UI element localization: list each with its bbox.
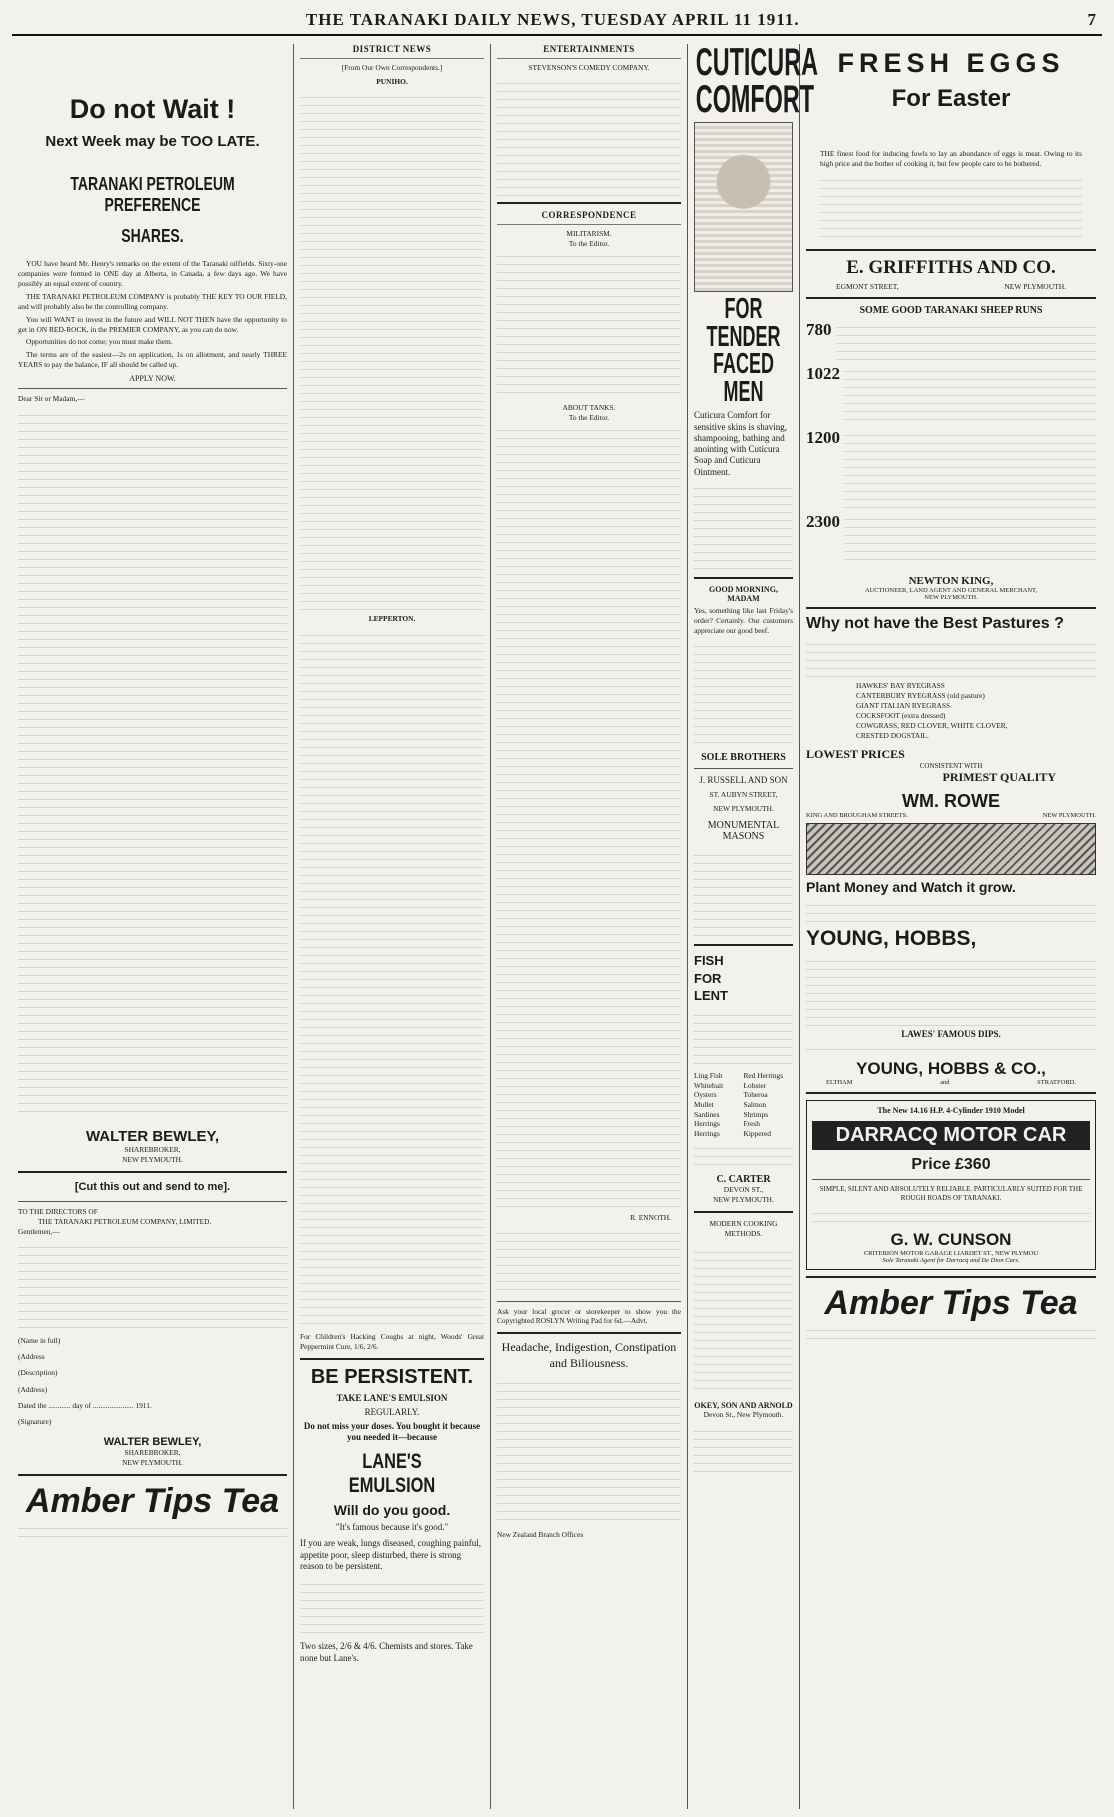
darracq-ad (806, 1100, 1096, 1270)
lanes-body-more (300, 1577, 484, 1637)
russell-place: NEW PLYMOUTH. (713, 804, 774, 814)
cuticura-more-text (694, 481, 793, 571)
grass-list (806, 681, 1096, 741)
carter-street: DEVON ST., (723, 1185, 764, 1195)
headline-do-not-wait: Do not Wait ! (69, 94, 236, 124)
form-company: THE TARANAKI PETROLEUM COMPANY, LIMITED. (38, 1216, 212, 1226)
fish-item: Mullet (694, 1099, 714, 1109)
rowe-address (806, 812, 1096, 819)
cuticura-heading: CUTICURA (695, 41, 818, 84)
petroleum-intro (18, 259, 287, 370)
fish-item: Red Herrings (743, 1071, 784, 1081)
lawes-text (806, 1042, 1096, 1056)
form-field-address-2[interactable]: (Address) (18, 1384, 48, 1394)
to-editor-2: To the Editor. (568, 412, 610, 422)
correspondent-credit: [From Our Own Correspondents.] (341, 63, 443, 72)
to-editor: To the Editor. (568, 238, 610, 248)
eltham: ELTHAM (826, 1078, 853, 1086)
newton-king-sub: AUCTIONEER, LAND AGENT AND GENERAL MERCHANT, (864, 586, 1038, 594)
lanes-body: If you are weak, lungs diseased, coughing painful, appetite poor, sleep disturbed, there is strong reason to be persistent. (300, 1537, 481, 1572)
section-entertainments: ENTERTAINMENTS (497, 44, 681, 59)
darracq-body: SIMPLE, SILENT AND ABSOLUTELY RELIABLE. PARTICULARLY SUITED FOR THE ROUGH ROADS OF TARANAKI. (819, 1184, 1083, 1202)
young-hobbs: YOUNG, HOBBS, (806, 926, 977, 950)
rowe-place: NEW PLYMOUTH. (1042, 811, 1096, 819)
darracq-more (812, 1206, 1090, 1226)
lowest-prices: LOWEST PRICES (806, 746, 905, 761)
take-lanes: TAKE LANE'S EMULSION (336, 1392, 448, 1403)
intro-paragraph: YOU have heard Mr. Henry's remarks on the extent of the Taranaki oilfields. Sixty-one companies were formed in ONE day at Alberta, in Canada, a few days ago. We have possibly an equal extent of country. (18, 259, 287, 288)
form-to: TO THE DIRECTORS OF (18, 1206, 98, 1216)
signer2-place: NEW PLYMOUTH. (122, 1458, 183, 1468)
run-1-text (836, 320, 1097, 360)
coughs-ad: For Children's Hacking Coughs at night, Woods' Great Peppermint Cure, 1/6, 2/6. (300, 1331, 484, 1351)
eggs-more-text (820, 173, 1082, 243)
grass-item: COCKSFOOT (extra dressed) (856, 710, 946, 720)
primest-quality: PRIMEST QUALITY (942, 769, 1056, 784)
griffiths-address (806, 282, 1096, 291)
okey-son-arnold: OKEY, SON AND ARNOLD (694, 1401, 793, 1411)
run-1 (806, 320, 1096, 360)
heading-puniho: PUNIHO. (376, 76, 408, 86)
headache-ad-title: Headache, Indigestion, Constipation and Biliousness. (501, 1340, 677, 1370)
darracq-motor-car: DARRACQ MOTOR CAR (812, 1121, 1090, 1150)
signer-title: SHAREBROKER, (124, 1145, 181, 1155)
grass-item: HAWKES' BAY RYEGRASS (856, 680, 945, 690)
stevensons-story-text (497, 76, 681, 196)
masthead-title: THE TARANAKI DAILY NEWS, TUESDAY APRIL 11 1911. (305, 10, 800, 29)
fish-item: Salmon (743, 1099, 767, 1109)
run-1-acres: 780 (806, 319, 832, 339)
newton-king-place: NEW PLYMOUTH. (924, 593, 978, 601)
new-plymouth: NEW PLYMOUTH. (1004, 281, 1066, 291)
form-field-signature[interactable]: (Signature) (18, 1417, 52, 1427)
run-2-acres: 1022 (806, 363, 840, 383)
grass-item: COWGRASS, RED CLOVER, WHITE CLOVER, (856, 720, 1008, 730)
fish-item: Toheroa (743, 1090, 768, 1100)
amber-fineprint-2 (806, 1323, 1096, 1339)
form-body-text (18, 1240, 287, 1330)
fish-item: Herrings (694, 1128, 720, 1138)
column-entertainments (491, 44, 688, 1809)
grass-item: CRESTED DOGSTAIL. (856, 730, 929, 740)
stratford: STRATFORD. (1037, 1078, 1076, 1086)
heading-lepperton: LEPPERTON. (368, 613, 416, 623)
tanks-letter (497, 423, 681, 1213)
lanes-emulsion: LANE'S EMULSION (348, 1449, 436, 1497)
apply-now: APPLY NOW. (129, 374, 176, 384)
fish-list (694, 1071, 793, 1138)
plant-text (806, 898, 1096, 924)
lawes-dips: LAWES' FAMOUS DIPS. (901, 1028, 1001, 1039)
run-4 (806, 512, 1096, 567)
money-plant-illustration (806, 823, 1096, 875)
form-gentlemen: Gentlemen,— (18, 1226, 60, 1236)
headline-petroleum: TARANAKI PETROLEUM PREFERENCE (70, 174, 235, 215)
heading-stevensons: STEVENSON'S COMEDY COMPANY. (528, 63, 650, 72)
amber-tips-tea-ad-2: Amber Tips Tea (824, 1283, 1078, 1322)
consistent-with: CONSISTENT WITH (919, 761, 983, 770)
fish-text (694, 1008, 793, 1068)
intro-paragraph: The terms are of the easiest—2s on application, 1s on allotment, and nearly THREE YEARS to pay the balance, IF all should be called up. (18, 350, 287, 370)
letter-signature: R. ENNOTH. (630, 1212, 671, 1222)
young-hobbs-towns (806, 1079, 1096, 1086)
cuticura-portrait (694, 122, 793, 292)
morning-more-text (694, 639, 793, 749)
column-district-news (294, 44, 491, 1809)
roslyn-ad: Ask your local grocer or storekeeper to show you the Copyrighted ROSLYN Writing Pad for 6d.—Advt. (497, 1306, 681, 1326)
nz-branch: New Zealand Branch Offices (497, 1529, 584, 1539)
fish-word: FISH (694, 953, 724, 969)
form-field-date[interactable]: Dated the ............ day of ...................... 1911. (18, 1400, 152, 1410)
cuticura-body: Cuticura Comfort for sensitive skins is shaving, shampooing, bathing and anointing with Cuticura Soap and Cuticura Ointment. (694, 410, 788, 477)
young-hobbs-co: YOUNG, HOBBS & CO., (856, 1058, 1046, 1078)
for-word: FOR (694, 970, 722, 986)
grass-item: CANTERBURY RYEGRASS (old pasture) (856, 690, 985, 700)
salutation: Dear Sir or Madam,— (18, 394, 85, 404)
regularly: REGULARLY. (364, 1406, 420, 1417)
lanes-sizes: Two sizes, 2/6 & 4/6. Chemists and stores. Take none but Lane's. (300, 1641, 473, 1663)
fish-more (694, 1141, 793, 1171)
puniho-story-text (300, 90, 484, 610)
fish-item: Oysters (694, 1090, 717, 1100)
modern-cooking: MODERN COOKING METHODS. (709, 1219, 778, 1239)
run-3-text (844, 428, 1096, 508)
famous-slogan: "It's famous because it's good." (335, 1521, 449, 1532)
okey-more (694, 1424, 793, 1474)
page-number: 7 (1087, 10, 1096, 29)
eggs-body: THE finest food for inducing fowls to lay an abundance of eggs is meat. Owing to its high price and the bother of cooking it, but few people care to be bothered. (820, 149, 1082, 168)
intro-paragraph: THE TARANAKI PETROLEUM COMPANY is probably THE KEY TO OUR FIELD, and will probably also be the controlling company. (18, 291, 287, 311)
best-pastures: Why not have the Best Pastures ? (806, 614, 1064, 632)
run-2 (806, 364, 1096, 424)
lanes-intro: Do not miss your doses. You bought it because you needed it—because (303, 1420, 481, 1443)
amber-fineprint (18, 1521, 287, 1537)
run-3-acres: 1200 (806, 427, 840, 447)
c-carter: C. CARTER (716, 1174, 771, 1186)
run-4-text (844, 512, 1096, 567)
heading-about-tanks: ABOUT TANKS. (562, 402, 616, 412)
fresh-eggs: FRESH EGGS (837, 48, 1065, 78)
grass-item: GIANT ITALIAN RYEGRASS (856, 700, 951, 710)
faced-men: FACED MEN (713, 348, 774, 408)
amber-tips-tea-ad: Amber Tips Tea (25, 1482, 280, 1521)
new-model: The New 14.16 H.P. 4-Cylinder 1910 Model (877, 1105, 1025, 1115)
egmont-street: EGMONT STREET, (836, 281, 899, 291)
intro-paragraph: You will WANT to invest in the future and WILL NOT THEN have the opportunity to get in ON RED-ROCK, in the PREMIER COMPANY, as you can do now. (18, 314, 287, 334)
form-field-description[interactable]: (Description) (18, 1368, 58, 1378)
section-correspondence: CORRESPONDENCE (497, 210, 681, 225)
headline-shares: SHARES. (121, 226, 184, 246)
darracq-price: Price £360 (911, 1155, 991, 1173)
gw-cunson: G. W. CUNSON (890, 1229, 1012, 1249)
militarism-letter (497, 249, 681, 399)
sole-agent: Sole Taranaki Agent for Darracq and De Dion Cars. (882, 1256, 1020, 1264)
column-classifieds (800, 44, 1102, 1809)
masons-text (694, 848, 793, 938)
monumental-masons: MONUMENTAL MASONS (707, 820, 780, 843)
form-field-address[interactable]: (Address (18, 1352, 45, 1362)
signer-place: NEW PLYMOUTH. (122, 1155, 183, 1165)
frootoids-ad-text (497, 1376, 681, 1526)
fish-for-lent (694, 952, 793, 1005)
for-easter: For Easter (891, 85, 1011, 112)
column-small-ads (688, 41, 818, 1809)
headline-next-week: Next Week may be TOO LATE. (45, 133, 260, 150)
fish-item: Fresh (743, 1119, 760, 1129)
run-3 (806, 428, 1096, 508)
okey-street: Devon St., New Plymouth. (703, 1410, 784, 1420)
and-word: and (940, 1078, 950, 1086)
rowe-streets: KING AND BROUGHAM STREETS. (806, 811, 908, 819)
fish-item: Shrimps (743, 1109, 769, 1119)
fish-item: Kippered (743, 1128, 771, 1138)
carter-place: NEW PLYMOUTH. (713, 1195, 774, 1205)
plant-money: Plant Money and Watch it grow. (806, 878, 1016, 895)
masthead (12, 6, 1102, 36)
sole-brothers: SOLE BROTHERS (701, 751, 786, 763)
section-district-news: DISTRICT NEWS (300, 44, 484, 59)
fish-item: Sardines (694, 1109, 720, 1119)
russell-and-son: J. RUSSELL AND SON (699, 774, 788, 785)
be-persistent: BE PERSISTENT. (310, 1365, 474, 1388)
tanks-note (497, 1226, 681, 1296)
form-field-name[interactable]: (Name in full) (18, 1335, 61, 1345)
criterion-garage: CRITERION MOTOR GARAGE LIARDET ST., NEW PLYMOU (863, 1249, 1039, 1257)
lepperton-story-text (300, 628, 484, 1328)
signer-name: WALTER BEWLEY, (85, 1128, 220, 1146)
intro-paragraph: Opportunities do not come; you must make them. (26, 337, 173, 347)
letter-body-text (18, 408, 287, 1118)
cuticura-comfort: COMFORT (695, 78, 815, 122)
griffiths-and-co: E. GRIFFITHS AND CO. (846, 256, 1056, 278)
fish-item: Whitebait (694, 1080, 724, 1090)
form-fields (18, 1333, 287, 1431)
run-4-acres: 2300 (806, 511, 840, 531)
cooking-text (694, 1245, 793, 1395)
pastures-text (806, 637, 1096, 677)
fish-item: Lobster (743, 1080, 767, 1090)
newton-king: NEWTON KING, (908, 574, 994, 587)
fish-item: Ling Fish (694, 1071, 723, 1081)
for-tender: FOR TENDER (706, 293, 781, 353)
cutout-notice: [Cut this out and send to me]. (74, 1180, 231, 1193)
fish-item: Herrings (694, 1119, 720, 1129)
good-morning-madam: GOOD MORNING, MADAM (709, 584, 778, 603)
russell-street: ST. AUBYN STREET, (709, 789, 778, 799)
will-do-you-good: Will do you good. (333, 1501, 451, 1518)
young-hobbs-text (806, 954, 1096, 1026)
signer2-name: WALTER BEWLEY, (103, 1436, 202, 1449)
column-petroleum-ad (12, 44, 294, 1809)
heading-militarism: MILITARISM. (566, 228, 612, 238)
wm-rowe: WM. ROWE (902, 790, 1000, 811)
signer2-title: SHAREBROKER, (124, 1448, 181, 1458)
morning-body: Yes, something like last Friday's order? Certainly. Our customers appreciate our good beef. (694, 605, 793, 635)
run-2-text (844, 364, 1096, 424)
sheep-runs-heading: SOME GOOD TARANAKI SHEEP RUNS (859, 304, 1043, 316)
lent-word: LENT (694, 988, 728, 1004)
